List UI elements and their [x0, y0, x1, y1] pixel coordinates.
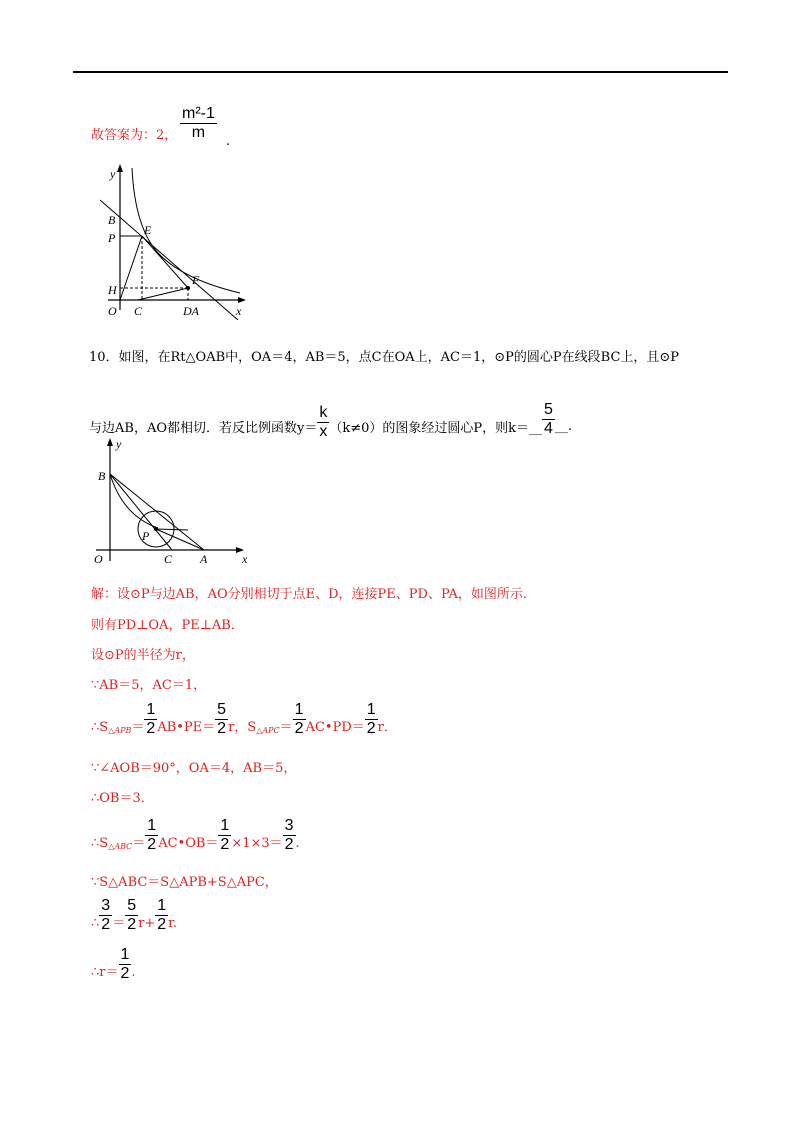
fig1-line-ba — [100, 200, 238, 320]
fig1-label-b: B — [108, 213, 116, 227]
solution-line-8 — [91, 818, 300, 851]
answer-frac-num: m²-1 — [182, 105, 215, 122]
solution-line-1: 解：设⊙P与边AB，AO分别相切于点E、D，连接PE、PD、PA，如图所示． — [91, 587, 536, 602]
s5-sub1: △APB — [108, 726, 132, 735]
q10-line2c: __. — [554, 419, 573, 434]
s8-d: ×1×3＝ — [231, 836, 283, 851]
fig2-label-x: x — [242, 552, 248, 566]
q10-ans-den: 4 — [544, 420, 553, 437]
s8-frac3-num: 3 — [284, 817, 294, 834]
s5-frac2-num: 5 — [217, 701, 227, 718]
header-rule — [73, 71, 728, 73]
q10-ans-num: 5 — [544, 401, 553, 418]
s5-e: ＝ — [279, 720, 293, 735]
fig2-line-pe — [156, 529, 188, 530]
s5-frac1-num: 1 — [146, 701, 156, 718]
s10-d: r. — [168, 916, 178, 931]
s5-frac3-den: 2 — [294, 720, 304, 737]
s5-frac1-den: 2 — [146, 720, 156, 737]
fig1-eo — [120, 236, 142, 300]
fig1-label-y: y — [110, 167, 116, 181]
fig2-label-b: B — [98, 469, 106, 483]
s10-frac1-den: 2 — [101, 916, 111, 933]
fig1-point-f — [186, 286, 190, 290]
fig1-label-p: P — [108, 231, 116, 245]
solution-line-3: 设⊙P的半径为r， — [91, 648, 195, 663]
s5-b: ＝ — [131, 720, 145, 735]
s5-frac3-num: 1 — [294, 701, 304, 718]
fig1-x-arrow — [238, 297, 246, 303]
fig1-label-c: C — [134, 304, 143, 318]
answer-prefix: 故答案为：2， — [91, 128, 178, 143]
fig1-label-x: x — [236, 304, 242, 318]
solution-line-11 — [91, 947, 136, 980]
s8-frac1-den: 2 — [147, 836, 157, 853]
solution-line-6: ∵∠AOB＝90°，OA＝4，AB＝5， — [91, 761, 297, 776]
fig1-ef — [142, 236, 188, 288]
s11-frac-num: 1 — [120, 946, 130, 963]
fig1-label-h: H — [108, 283, 117, 297]
fig2-label-y: y — [116, 437, 122, 451]
solution-line-2: 则有PD⊥OA，PE⊥AB． — [91, 618, 244, 633]
s8-frac2-den: 2 — [220, 836, 230, 853]
q10-line2a: 与边AB，AO都相切．若反比例函数y＝ — [89, 421, 318, 436]
s8-sub: △ABC — [108, 842, 133, 851]
fig1-label-e: E — [144, 223, 152, 237]
fig2-label-o: O — [94, 552, 103, 566]
s5-frac2-den: 2 — [217, 720, 227, 737]
s5-a: ∴S — [91, 720, 109, 735]
answer-suffix: . — [226, 134, 231, 149]
s5-d: r，S — [228, 720, 257, 735]
s8-c: AC•OB＝ — [158, 836, 219, 851]
s8-frac1-num: 1 — [147, 817, 157, 834]
fig1-label-f: F — [192, 273, 200, 287]
q10-k-num: k — [319, 404, 328, 421]
s10-frac3-den: 2 — [157, 916, 167, 933]
q10-line1: 10．如图，在Rt△OAB中，OA＝4，AB＝5，点C在OA上，AC＝1，⊙P的圆心P在线段BC上，且⊙P — [89, 350, 680, 365]
fig1-label-da: DA — [183, 304, 199, 318]
s8-frac3-den: 2 — [284, 836, 294, 853]
answer-frac-den: m — [191, 124, 206, 141]
s5-frac4-num: 1 — [366, 701, 376, 718]
s8-b: ＝ — [132, 836, 146, 851]
s5-frac4-den: 2 — [366, 720, 376, 737]
s10-b: ＝ — [112, 916, 126, 931]
s8-frac2-num: 1 — [220, 817, 230, 834]
s10-c: r+ — [138, 916, 156, 931]
solution-line-4: ∵AB＝5，AC＝1， — [91, 678, 207, 693]
fig2-label-c: C — [164, 552, 173, 566]
fig1-y-arrow — [117, 164, 123, 172]
q10-line2b: （k≠0）的图象经过圆心P，则k＝__ — [329, 421, 543, 436]
s5-g: r． — [377, 720, 397, 735]
s11-a: ∴r＝ — [91, 965, 119, 980]
s10-frac2-num: 5 — [127, 897, 137, 914]
figure-1 — [90, 160, 250, 320]
solution-line-7: ∴OB＝3． — [91, 791, 154, 806]
s10-frac1-num: 3 — [101, 897, 111, 914]
s10-frac2-den: 2 — [127, 916, 137, 933]
s5-c: AB•PE＝ — [157, 720, 216, 735]
s8-a: ∴S — [91, 836, 109, 851]
fig2-line-ba — [110, 474, 204, 550]
solution-line-9: ∵S△ABC＝S△APB+S△APC， — [91, 875, 278, 890]
figure-2 — [88, 436, 258, 571]
solution-line-5 — [91, 702, 397, 735]
fig2-label-a: A — [200, 552, 208, 566]
s8-e: . — [295, 836, 300, 851]
solution-line-10 — [91, 898, 177, 931]
s5-sub2: △APC — [256, 726, 280, 735]
s11-frac-den: 2 — [120, 965, 130, 982]
s11-b: . — [131, 965, 136, 980]
fig2-point-p — [154, 527, 158, 531]
s5-f: AC•PD＝ — [305, 720, 365, 735]
fig2-y-arrow — [107, 438, 113, 446]
fig2-label-p: P — [142, 529, 150, 543]
s10-frac3-num: 1 — [157, 897, 167, 914]
s10-a: ∴ — [91, 916, 100, 931]
answer-fraction — [180, 106, 217, 141]
fig1-label-o: O — [108, 304, 117, 318]
answer-line — [91, 124, 177, 143]
fig1-cf — [138, 288, 188, 300]
q10-k-den: x — [319, 423, 328, 440]
